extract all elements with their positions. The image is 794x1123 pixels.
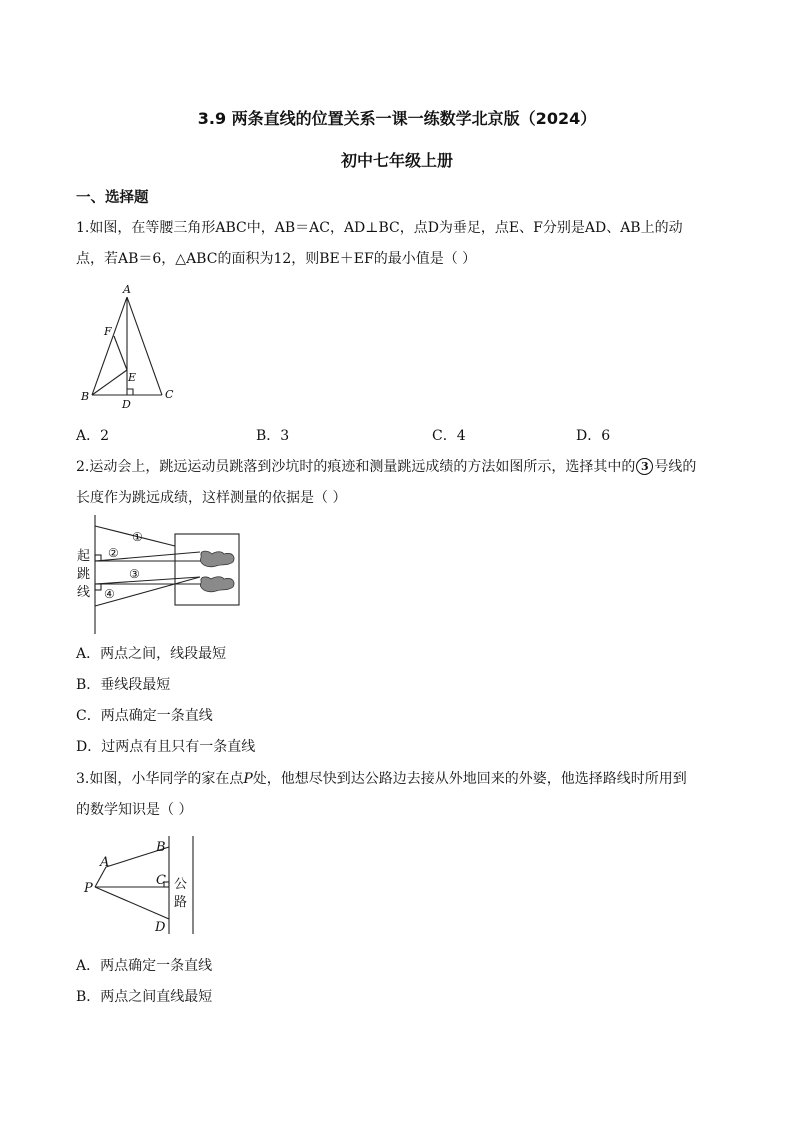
- q1-option-c[interactable]: C．4: [432, 428, 466, 444]
- segment-pa: [95, 867, 106, 887]
- line-label-4: ④: [104, 587, 115, 601]
- start-line-label-2: 跳: [77, 567, 91, 582]
- sand-pit: [175, 534, 239, 605]
- q2-option-b[interactable]: B．垂线段最短: [76, 677, 171, 693]
- label-e: E: [128, 371, 137, 384]
- start-line-label-3: 线: [77, 585, 91, 600]
- line-label-1: ①: [132, 530, 143, 544]
- q3-text-line2: 的数学知识是（ ）: [76, 802, 193, 818]
- segment-fe: [114, 336, 127, 370]
- q3-text-line1: [76, 768, 687, 788]
- road-label-2: 路: [174, 895, 188, 910]
- q3-option-a[interactable]: A．两点确定一条直线: [76, 958, 213, 974]
- point-p: P: [243, 771, 253, 787]
- footprint-upper: [200, 551, 234, 567]
- label-f: F: [104, 325, 112, 338]
- label-a: A: [100, 855, 110, 870]
- circled-number: 3: [636, 458, 653, 475]
- q2-option-d[interactable]: D．过两点有且只有一条直线: [76, 739, 256, 755]
- measure-line-4: [95, 577, 200, 584]
- section-heading: 一、选择题: [76, 190, 149, 206]
- label-c: C: [165, 388, 174, 401]
- label-d: D: [155, 920, 166, 935]
- road-label-1: 公: [174, 877, 188, 892]
- q3-text-pre: 3.如图，小华同学的家在点: [76, 771, 244, 787]
- page-title: 3.9 两条直线的位置关系一课一练数学北京版（2024）: [197, 109, 597, 128]
- right-angle-mark: [95, 584, 101, 590]
- label-c: C: [156, 873, 166, 888]
- label-p: P: [84, 881, 93, 896]
- q1-option-b[interactable]: B．3: [256, 428, 290, 444]
- label-b: B: [81, 390, 90, 403]
- segment-be: [92, 370, 127, 395]
- q2-figure: [76, 512, 246, 637]
- q2-text-post: 号线的: [654, 459, 697, 475]
- line-label-3: ③: [129, 567, 140, 581]
- q2-text-line1: [76, 456, 696, 476]
- q2-text-line2: 长度作为跳远成绩，这样测量的依据是（ ）: [76, 490, 347, 506]
- q1-option-d[interactable]: D．6: [576, 428, 611, 444]
- page-subtitle: 初中七年级上册: [340, 151, 453, 170]
- start-line-label-1: 起: [77, 549, 91, 564]
- segment-pd: [95, 887, 169, 919]
- q2-option-a[interactable]: A．两点之间，线段最短: [76, 646, 227, 662]
- q1-figure: [76, 280, 196, 415]
- q1-option-a[interactable]: A．2: [76, 428, 110, 444]
- line-label-2: ②: [108, 546, 119, 560]
- q1-text-line1: 1.如图，在等腰三角形ABC中，AB＝AC，AD⊥BC，点D为垂足，点E、F分别是AD、AB上的动: [76, 220, 683, 236]
- footprint-lower: [200, 577, 234, 592]
- segment-ab: [92, 297, 127, 395]
- label-b: B: [156, 840, 166, 855]
- q3-text-post: 处，他想尽快到达公路边去接从外地回来的外婆，他选择路线时所用到: [252, 771, 687, 787]
- q2-text-pre: 2.运动会上，跳远运动员跳落到沙坑时的痕迹和测量跳远成绩的方法如图所示，选择其中的: [76, 459, 636, 475]
- label-a: A: [123, 283, 131, 296]
- q1-text-line2: 点，若AB＝6，△ABC的面积为12，则BE＋EF的最小值是（ ）: [76, 251, 477, 267]
- q3-figure: [76, 830, 216, 945]
- label-d: D: [122, 398, 131, 411]
- right-angle-mark: [127, 389, 133, 395]
- q2-option-c[interactable]: C．两点确定一条直线: [76, 708, 213, 724]
- q3-option-b[interactable]: B．两点之间直线最短: [76, 989, 213, 1005]
